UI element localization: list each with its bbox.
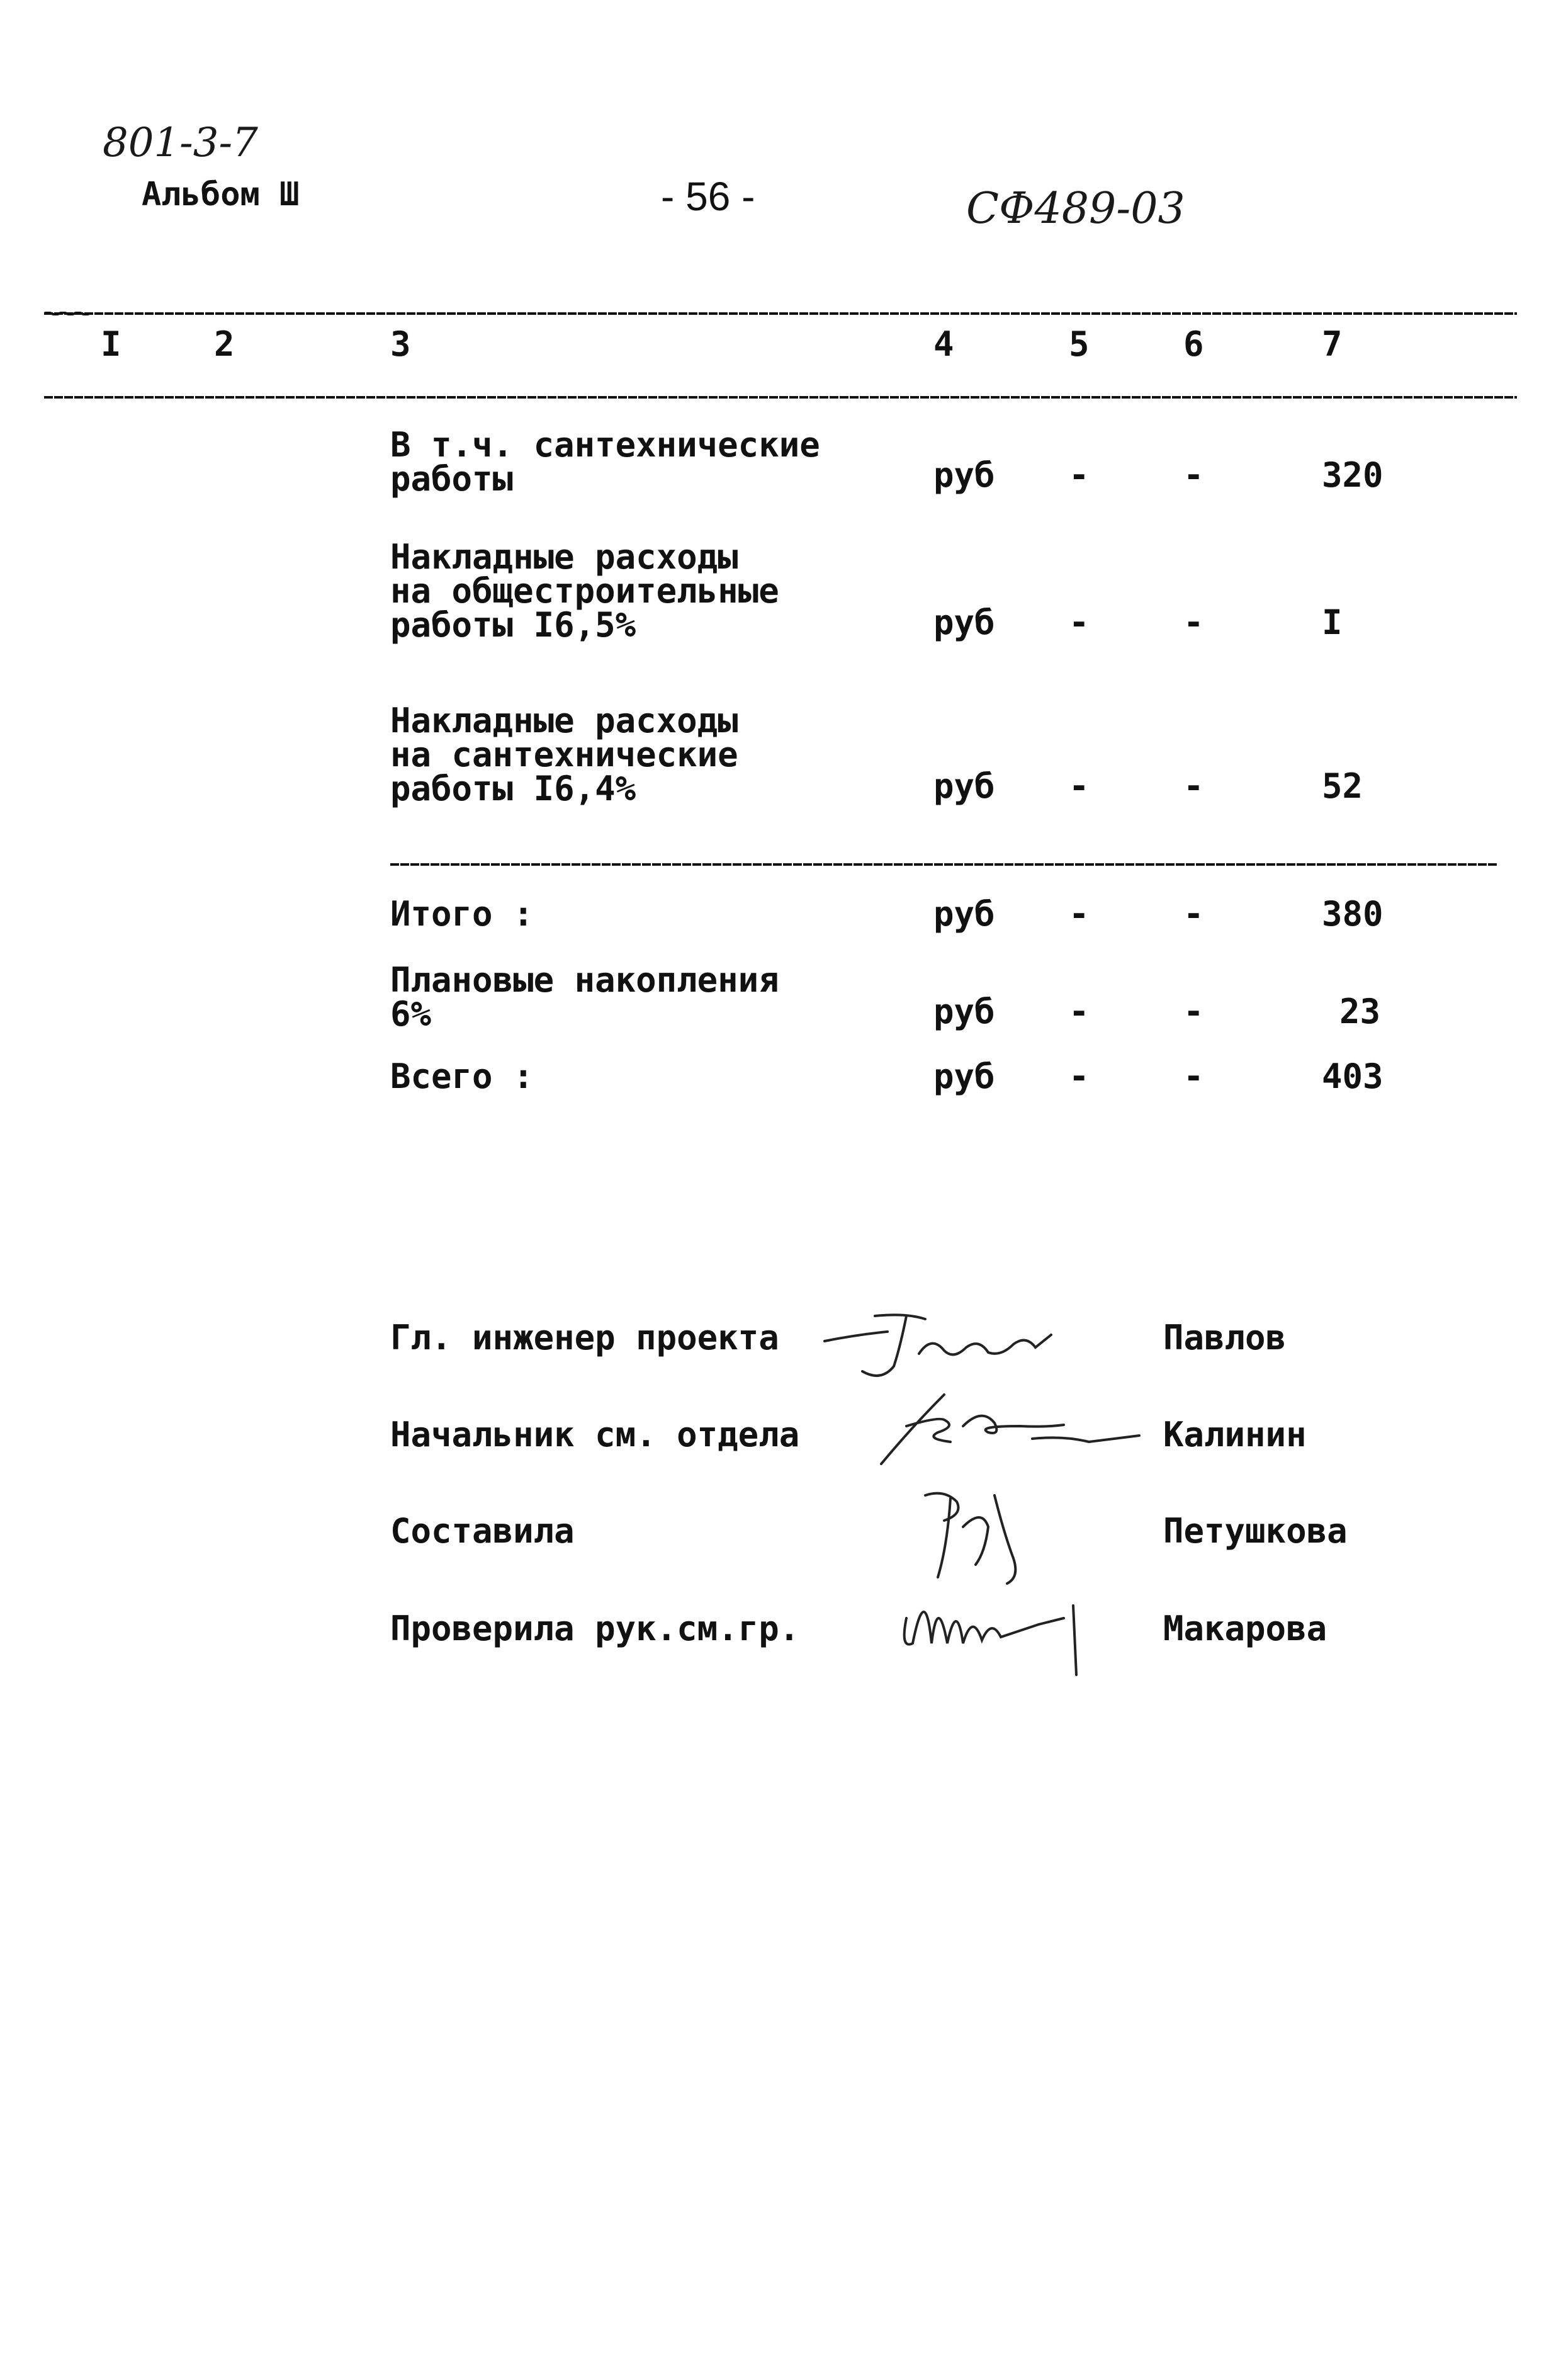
total-row-col5: - [1069, 1057, 1090, 1096]
total-row-value: 23 [1339, 992, 1381, 1031]
album-label: Альбом Ш [142, 176, 300, 213]
handwritten-signature-2 [875, 1382, 1177, 1473]
table-row-value: 52 [1322, 766, 1363, 806]
signature-role: Составила [390, 1511, 575, 1551]
total-row-name: Итого : [390, 894, 534, 934]
total-row-unit: руб [933, 894, 995, 934]
table-row-unit: руб [933, 603, 995, 642]
column-header-4: 4 [933, 324, 954, 364]
total-row-col5: - [1069, 894, 1090, 934]
total-row-name: Всего : [390, 1057, 534, 1096]
table-row-value: 320 [1322, 455, 1383, 495]
column-header-7: 7 [1322, 324, 1343, 364]
table-top-rule [44, 312, 1517, 315]
total-row-col6: - [1183, 1057, 1204, 1096]
total-row-value: 403 [1322, 1057, 1383, 1096]
document-code-handwritten: 801-3-7 [103, 120, 258, 166]
handwritten-signature-4 [894, 1555, 1095, 1684]
signature-name: Павлов [1163, 1318, 1287, 1357]
total-row-unit: руб [933, 1057, 995, 1096]
table-row-name: В т.ч. сантехнические работы [390, 425, 820, 499]
table-row-unit: руб [933, 455, 995, 495]
table-row-col5: - [1069, 455, 1090, 495]
total-row-col5: - [1069, 992, 1090, 1031]
signature-role: Гл. инженер проекта [390, 1318, 779, 1357]
total-row-value: 380 [1322, 894, 1383, 934]
signature-name: Макарова [1163, 1609, 1327, 1648]
signature-role: Начальник см. отдела [390, 1415, 800, 1454]
column-header-1: I [101, 324, 121, 364]
column-header-5: 5 [1069, 324, 1090, 364]
subtotal-rule [390, 863, 1498, 866]
table-row-col6: - [1183, 766, 1204, 806]
column-header-2: 2 [214, 324, 235, 364]
table-row-name: Накладные расходы на общестроительные работы I6,5% [390, 537, 779, 645]
project-code-handwritten: СФ489-03 [966, 184, 1185, 234]
signature-name: Петушкова [1163, 1511, 1348, 1551]
table-row-name: Накладные расходы на сантехнические работы I6,4% [390, 701, 738, 808]
table-row-col5: - [1069, 766, 1090, 806]
total-row-col6: - [1183, 992, 1204, 1031]
column-header-6: 6 [1183, 324, 1204, 364]
signature-role: Проверила рук.см.гр. [390, 1609, 800, 1648]
table-row-value: I [1322, 603, 1343, 642]
table-row-col6: - [1183, 603, 1204, 642]
total-row-name: Плановые накопления 6% [390, 960, 779, 1034]
total-row-col6: - [1183, 894, 1204, 934]
signature-name: Калинин [1163, 1415, 1307, 1454]
total-row-unit: руб [933, 992, 995, 1031]
table-row-col6: - [1183, 455, 1204, 495]
handwritten-signature-1 [818, 1297, 1083, 1388]
table-row-col5: - [1069, 603, 1090, 642]
table-row-unit: руб [933, 766, 995, 806]
page-number: - 56 - [661, 174, 755, 219]
table-header-rule [44, 395, 1517, 399]
column-header-3: 3 [390, 324, 411, 364]
